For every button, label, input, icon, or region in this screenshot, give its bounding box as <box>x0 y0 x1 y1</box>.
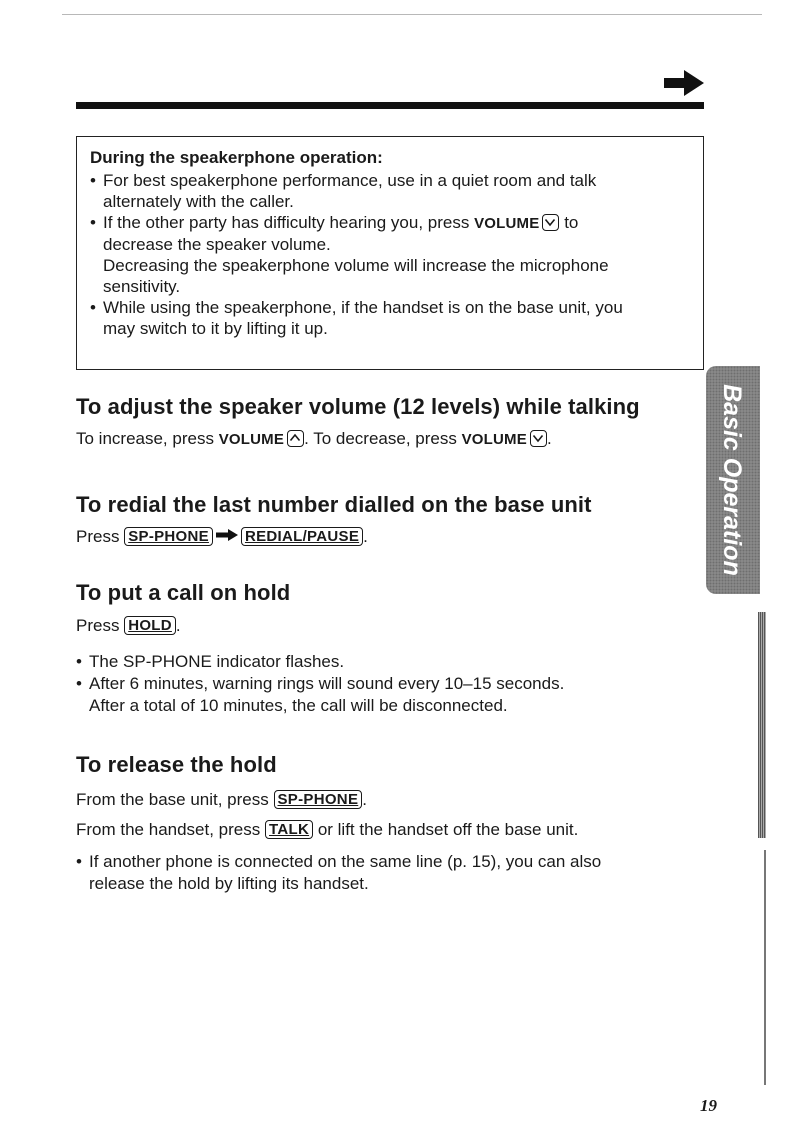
release-bullet-line-1: • If another phone is connected on the same line (p. 15), you can also <box>89 852 602 871</box>
release-handset-line <box>76 819 696 841</box>
chapter-side-tab <box>706 366 760 594</box>
redial-press-text: Press <box>76 527 120 546</box>
section-hold <box>76 580 696 717</box>
talk-key: TALK <box>265 820 313 839</box>
chapter-side-tab-label: Basic Operation <box>718 384 746 576</box>
section-heading-adjust-volume: To adjust the speaker volume (12 levels) while talking <box>76 394 640 419</box>
release-bullet <box>76 851 696 895</box>
section-heading-redial: To redial the last number dialled on the base unit <box>76 492 592 517</box>
volume-instructions <box>76 428 696 451</box>
page-edge-marks <box>758 612 766 838</box>
note-bullet-1 <box>90 170 689 212</box>
top-rule <box>62 14 762 15</box>
volume-up-icon <box>287 430 304 447</box>
volume-down-icon <box>530 430 547 447</box>
note-bullet-3-line-1: • While using the speakerphone, if the handset is on the base unit, you <box>103 298 623 317</box>
hold-press-text: Press <box>76 616 120 635</box>
volume-key-label: VOLUME <box>218 431 285 448</box>
volume-key-label: VOLUME <box>474 215 540 232</box>
hold-bullet-1 <box>76 651 696 673</box>
release-line-1-text: From the base unit, press <box>76 790 269 809</box>
volume-text-end: . <box>546 429 552 448</box>
note-bullet-2 <box>90 212 689 297</box>
section-heading-hold: To put a call on hold <box>76 580 291 605</box>
sp-phone-key: SP-PHONE <box>274 790 363 809</box>
release-line-2-text: From the handset, press <box>76 820 261 839</box>
hold-bullet-2-line-2: After a total of 10 minutes, the call will be disconnected. <box>89 696 508 715</box>
note-bullet-3-line-2: may switch to it by lifting it up. <box>103 319 328 338</box>
speakerphone-note-box <box>76 136 704 370</box>
release-base-unit-line <box>76 789 696 811</box>
release-bullet-line-2: release the hold by lifting its handset. <box>89 874 369 893</box>
note-bullet-1-line-1: • For best speakerphone performance, use in a quiet room and talk <box>103 171 597 190</box>
redial-pause-key: REDIAL/PAUSE <box>241 527 363 546</box>
note-heading: During the speakerphone operation: <box>90 148 383 167</box>
redial-instructions <box>76 526 696 548</box>
volume-down-icon <box>542 214 559 231</box>
note-bullet-2-line-2: decrease the speaker volume. <box>103 235 331 254</box>
note-bullet-2-line-3: Decreasing the speakerphone volume will increase the microphone <box>103 256 609 275</box>
page-edge-line <box>764 850 766 1085</box>
redial-end: . <box>363 527 368 546</box>
hold-bullet-2-line-1: • After 6 minutes, warning rings will sound every 10–15 seconds. <box>89 674 565 693</box>
note-bullet-1-line-2: alternately with the caller. <box>103 192 294 211</box>
hold-bullet-1-text: • The SP-PHONE indicator flashes. <box>89 652 345 671</box>
section-adjust-volume <box>76 394 696 451</box>
volume-text-mid: . To decrease, press <box>304 429 457 448</box>
volume-text-pre: To increase, press <box>76 429 214 448</box>
hold-end: . <box>175 616 181 635</box>
continue-arrow-icon <box>664 70 704 96</box>
note-bullet-2-line-4: sensitivity. <box>103 277 181 296</box>
note-bullet-2-line-1 <box>103 212 689 234</box>
section-heading-release-hold: To release the hold <box>76 752 277 777</box>
section-redial <box>76 492 696 548</box>
volume-key-label: VOLUME <box>461 431 527 448</box>
note-bullet-2-text: If the other party has difficulty hearing you, press <box>103 213 470 232</box>
release-line-2-post: or lift the handset off the base unit. <box>317 820 579 839</box>
sp-phone-key: SP-PHONE <box>124 527 213 546</box>
note-bullet-3 <box>90 297 689 339</box>
section-release-hold <box>76 752 696 895</box>
note-bullet-2-to: to <box>564 213 579 232</box>
hold-key: HOLD <box>124 616 176 635</box>
page-number: 19 <box>700 1096 717 1115</box>
hold-bullet-2 <box>76 673 696 717</box>
header-rule <box>76 102 704 109</box>
hold-instructions <box>76 615 696 637</box>
release-line-1-end: . <box>362 790 367 809</box>
then-arrow-icon <box>216 529 238 541</box>
